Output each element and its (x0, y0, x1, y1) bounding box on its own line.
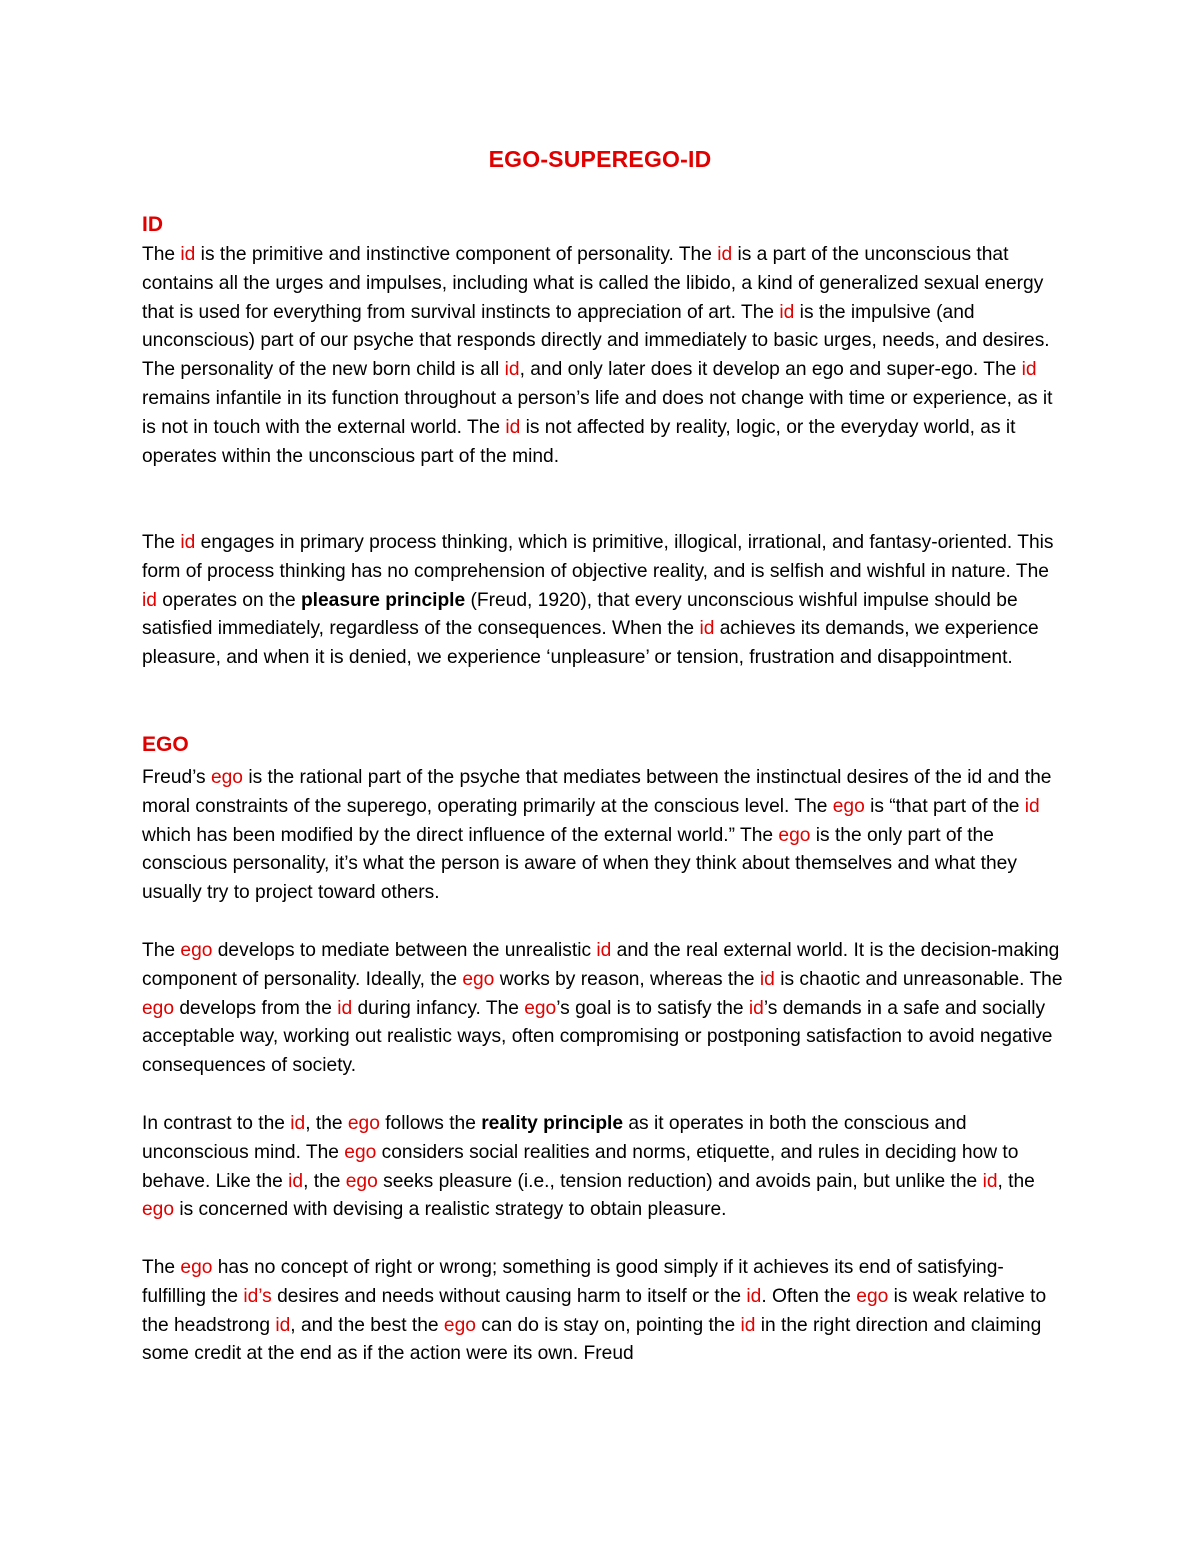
highlighted-term: id (717, 244, 733, 265)
document-title: EGO-SUPEREGO-ID (488, 146, 712, 172)
paragraph-text: achieves its demands, we experience pleasure, and when it is denied, we experience ‘unpleasure’ or tension, frustration and disappointment. (142, 618, 1039, 669)
paragraph-text: is concerned with devising a realistic strategy to obtain pleasure. (174, 1199, 727, 1221)
paragraph-text: develops to mediate between the unrealistic (212, 940, 597, 961)
paragraph-text: ’s goal is to satisfy the (556, 997, 749, 1019)
paragraph-text: Freud’s (142, 767, 211, 788)
paragraph-text: , the (303, 1170, 346, 1192)
highlighted-term: ego (524, 997, 557, 1019)
highlighted-term: ego (180, 1257, 213, 1278)
paragraph-text: during infancy. The (352, 997, 525, 1019)
highlighted-term: ego (210, 767, 243, 788)
highlighted-term: ego (856, 1285, 889, 1307)
paragraph-text: remains infantile in its function throughout a person’s life and does not change with time or experience, as it is not in touch with the external world. The (142, 387, 1053, 438)
paragraph-text: can do is stay on, pointing the (475, 1314, 741, 1336)
paragraph (142, 241, 1067, 471)
paragraph-text: engages in primary process thinking, which is primitive, illogical, irrational, and fantasy-oriented. This form of process thinking has no comprehension of objective reality, and is selfish and wishful in nature. The (142, 532, 1054, 582)
highlighted-term: ego (180, 940, 213, 961)
highlighted-term: ego (443, 1314, 476, 1336)
section-heading-id: ID (142, 213, 163, 236)
paragraph-text: , and only later does it develop an ego and super-ego. The (519, 359, 1022, 381)
highlighted-term: ego (345, 1170, 378, 1192)
paragraph (142, 1110, 1067, 1225)
highlighted-term: id (275, 1314, 291, 1336)
paragraph-text: as it operates in both the conscious and unconscious mind. The (142, 1113, 967, 1163)
paragraph-text: and the real external world. It is the decision-making component of personality. Ideally, the (142, 940, 1060, 990)
bold-term: reality principle (481, 1113, 624, 1134)
paragraph-text: , and the best the (290, 1314, 444, 1336)
paragraph-text: operates on the (156, 589, 301, 611)
paragraph-text: is the only part of the conscious personality, it’s what the person is aware of when they think about themselves and what they usually try to project toward others. (142, 824, 1017, 904)
paragraph-text: is the rational part of the psyche that mediates between the instinctual desires of the id and the moral constraints of the superego, operating primarily at the conscious level. The (142, 767, 1052, 817)
paragraph-text: is the primitive and instinctive component of personality. The (195, 244, 718, 265)
paragraph-text: In contrast to the (142, 1113, 291, 1134)
paragraph-text: . Often the (761, 1285, 857, 1307)
highlighted-term: ego (142, 1199, 175, 1221)
paragraph-text: develops from the (174, 997, 338, 1019)
paragraph (142, 937, 1067, 1081)
highlighted-term: id (779, 301, 795, 323)
highlighted-term: id (759, 968, 775, 990)
paragraph-text: has no concept of right or wrong; something is good simply if it achieves its end of satisfying- fulfilling the (142, 1257, 1004, 1307)
highlighted-term: id (505, 416, 521, 438)
paragraph-text: seeks pleasure (i.e., tension reduction) and avoids pain, but unlike the (377, 1170, 983, 1192)
paragraph-text: is the impulsive (and unconscious) part of our psyche that responds directly and immediately to basic urges, needs, and desires. The personality of the new born child is all (142, 301, 1050, 381)
paragraph (142, 529, 1067, 673)
section-heading-ego: EGO (142, 733, 189, 756)
highlighted-term: id (740, 1314, 756, 1336)
paragraph-text: is chaotic and unreasonable. The (774, 968, 1063, 990)
paragraph-text: ’s demands in a safe and socially acceptable way, working out realistic ways, often compromising or postponing satisfaction to avoid negative consequences of society. (142, 997, 1053, 1077)
paragraph-text: The (142, 532, 181, 553)
highlighted-term: ego (778, 824, 811, 846)
highlighted-term: id (180, 532, 196, 553)
bold-term: pleasure principle (300, 589, 466, 611)
paragraph-text: works by reason, whereas the (494, 968, 760, 990)
paragraph-text: is not affected by reality, logic, or the everyday world, as it operates within the unconscious part of the mind. (142, 416, 1016, 467)
paragraph-text: The (142, 940, 181, 961)
highlighted-term: id (982, 1170, 998, 1192)
highlighted-term: id (746, 1285, 762, 1307)
highlighted-term: id (288, 1170, 304, 1192)
paragraph (142, 1254, 1067, 1369)
paragraph-text: which has been modified by the direct influence of the external world.” The (142, 824, 779, 846)
paragraph-text: The (142, 244, 181, 265)
highlighted-term: id (699, 618, 715, 640)
paragraph (142, 764, 1067, 908)
highlighted-term: id (1021, 359, 1037, 381)
highlighted-term: ego (344, 1141, 377, 1163)
paragraph-text: follows the (379, 1113, 482, 1134)
paragraph-text: is “that part of the (864, 795, 1025, 817)
highlighted-term: id (596, 940, 612, 961)
highlighted-term: id (748, 997, 764, 1019)
paragraph-text: , the (997, 1170, 1035, 1192)
paragraph-text: desires and needs without causing harm to itself or the (271, 1285, 747, 1307)
highlighted-term: ego (832, 795, 865, 817)
highlighted-term: id (180, 244, 196, 265)
highlighted-term: ego (347, 1113, 380, 1134)
paragraph-text: (Freud, 1920), that every unconscious wishful impulse should be satisfied immediately, regardless of the consequences. When the (142, 589, 1018, 640)
highlighted-term: ego (462, 968, 495, 990)
highlighted-term: id (1024, 795, 1040, 817)
highlighted-term: id’s (243, 1285, 272, 1307)
highlighted-term: id (504, 359, 520, 381)
paragraph-text: is a part of the unconscious that contains all the urges and impulses, including what is called the libido, a kind of generalized sexual energy that is used for everything from survival instincts to appreciation of art. The (142, 244, 1044, 323)
highlighted-term: id (142, 589, 157, 611)
paragraph-text: in the right direction and claiming some credit at the end as if the action were its own. Freud (142, 1314, 1042, 1365)
paragraph-text: is weak relative to the headstrong (142, 1285, 1047, 1336)
highlighted-term: ego (142, 997, 175, 1019)
highlighted-term: id (290, 1113, 306, 1134)
highlighted-term: id (337, 997, 353, 1019)
paragraph-text: considers social realities and norms, etiquette, and rules in deciding how to behave. Like the (142, 1141, 1019, 1192)
paragraph-text: The (142, 1257, 181, 1278)
paragraph-text: , the (305, 1113, 348, 1134)
